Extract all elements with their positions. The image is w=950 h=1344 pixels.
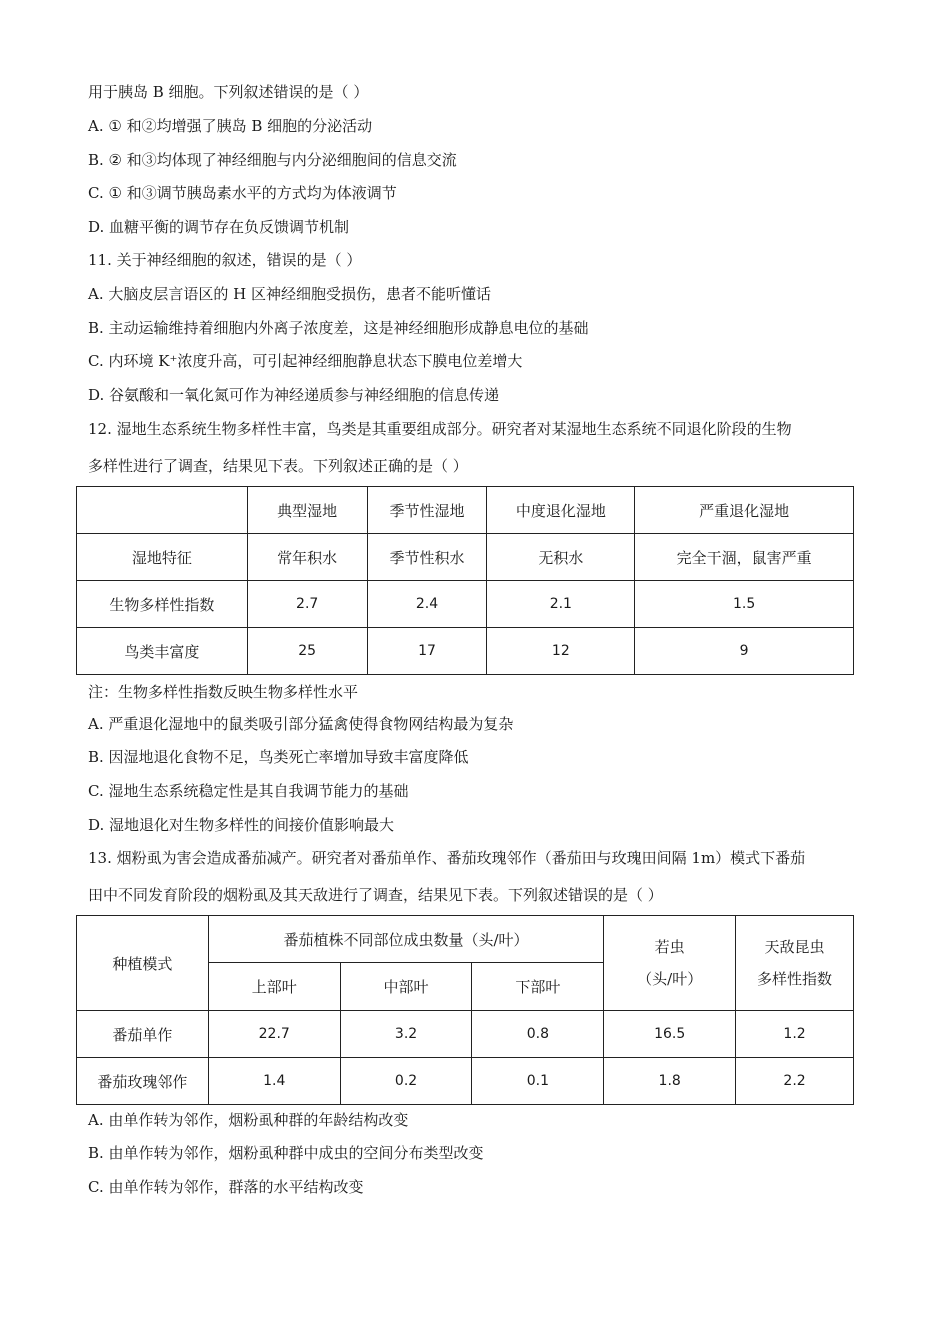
q12-option-b: B. 因湿地退化食物不足，鸟类死亡率增加导致丰富度降低 <box>88 748 469 766</box>
header-upper-leaf: 上部叶 <box>208 963 340 1011</box>
q11-option-a: A. 大脑皮层言语区的 H 区神经细胞受损伤，患者不能听懂话 <box>88 285 491 303</box>
q12-option-d: D. 湿地退化对生物多样性的间接价值影响最大 <box>88 816 395 834</box>
q12-table <box>76 486 854 675</box>
q11-option-d: D. 谷氨酸和一氧化氮可作为神经递质参与神经细胞的信息传递 <box>88 386 500 404</box>
table-cell: 1.2 <box>736 1011 854 1058</box>
table-cell: 1.5 <box>635 581 854 628</box>
q10-option-a: A. ① 和②均增强了胰岛 B 细胞的分泌活动 <box>88 117 373 135</box>
q12-option-a: A. 严重退化湿地中的鼠类吸引部分猛禽使得食物网结构最为复杂 <box>88 715 514 733</box>
q13-stem-line2: 田中不同发育阶段的烟粉虱及其天敌进行了调查，结果见下表。下列叙述错误的是（ ） <box>88 886 663 904</box>
table-cell: 2.1 <box>487 581 635 628</box>
table-cell: 16.5 <box>604 1011 736 1058</box>
header-cell: 典型湿地 <box>247 487 367 534</box>
table-cell: 3.2 <box>340 1011 472 1058</box>
q10-option-c: C. ① 和③调节胰岛素水平的方式均为体液调节 <box>88 184 397 202</box>
table-cell: 1.8 <box>604 1058 736 1105</box>
q10-option-b: B. ② 和③均体现了神经细胞与内分泌细胞间的信息交流 <box>88 151 457 169</box>
table-row <box>77 487 854 534</box>
table-row <box>77 628 854 675</box>
q13-option-b: B. 由单作转为邻作，烟粉虱种群中成虫的空间分布类型改变 <box>88 1144 484 1162</box>
q12-stem-line2: 多样性进行了调查，结果见下表。下列叙述正确的是（ ） <box>88 457 468 475</box>
header-cell: 中度退化湿地 <box>487 487 635 534</box>
table-cell: 9 <box>635 628 854 675</box>
q13-option-a: A. 由单作转为邻作，烟粉虱种群的年龄结构改变 <box>88 1111 409 1129</box>
header-cell-empty <box>77 487 248 534</box>
header-middle-leaf: 中部叶 <box>340 963 472 1011</box>
table-cell: 无积水 <box>487 534 635 581</box>
table-cell: 2.2 <box>736 1058 854 1105</box>
q13-option-c: C. 由单作转为邻作，群落的水平结构改变 <box>88 1178 364 1196</box>
table-cell: 17 <box>367 628 487 675</box>
table-cell: 2.4 <box>367 581 487 628</box>
q11-option-b: B. 主动运输维持着细胞内外离子浓度差，这是神经细胞形成静息电位的基础 <box>88 319 589 337</box>
q12-note: 注：生物多样性指数反映生物多样性水平 <box>88 683 359 701</box>
row-label: 番茄单作 <box>77 1011 209 1058</box>
table-row <box>77 1011 854 1058</box>
header-enemy-diversity <box>736 916 854 1011</box>
q12-option-c: C. 湿地生态系统稳定性是其自我调节能力的基础 <box>88 782 409 800</box>
q12-stem-line1: 12. 湿地生态系统生物多样性丰富，鸟类是其重要组成部分。研究者对某湿地生态系统不同退化阶段的生物 <box>88 420 792 438</box>
q11-option-c: C. 内环境 K⁺浓度升高，可引起神经细胞静息状态下膜电位差增大 <box>88 352 523 370</box>
q11-stem: 11. 关于神经细胞的叙述，错误的是（ ） <box>88 251 362 269</box>
table-cell: 12 <box>487 628 635 675</box>
header-enemy-line1: 天敌昆虫 <box>764 938 825 956</box>
header-enemy-line2: 多样性指数 <box>757 970 833 988</box>
row-label: 鸟类丰富度 <box>77 628 248 675</box>
table-cell: 22.7 <box>208 1011 340 1058</box>
header-cell: 季节性湿地 <box>367 487 487 534</box>
table-row <box>77 1058 854 1105</box>
table-cell: 0.2 <box>340 1058 472 1105</box>
table-row <box>77 916 854 963</box>
table-cell: 25 <box>247 628 367 675</box>
q10-option-d: D. 血糖平衡的调节存在负反馈调节机制 <box>88 218 350 236</box>
header-lower-leaf: 下部叶 <box>472 963 604 1011</box>
table-row <box>77 534 854 581</box>
row-label: 番茄玫瑰邻作 <box>77 1058 209 1105</box>
table-cell: 季节性积水 <box>367 534 487 581</box>
header-nymph-line2: （头/叶） <box>637 970 703 988</box>
table-cell: 2.7 <box>247 581 367 628</box>
table-row <box>77 581 854 628</box>
q13-table <box>76 915 854 1105</box>
table-cell: 0.8 <box>472 1011 604 1058</box>
table-cell: 常年积水 <box>247 534 367 581</box>
row-label: 湿地特征 <box>77 534 248 581</box>
header-nymph <box>604 916 736 1011</box>
header-adult-count: 番茄植株不同部位成虫数量（头/叶） <box>208 916 603 963</box>
q13-stem-line1: 13. 烟粉虱为害会造成番茄减产。研究者对番茄单作、番茄玫瑰邻作（番茄田与玫瑰田间隔 1m）模式下番茄 <box>88 849 806 867</box>
header-planting-mode: 种植模式 <box>77 916 209 1011</box>
table-cell: 完全干涸，鼠害严重 <box>635 534 854 581</box>
table-cell: 1.4 <box>208 1058 340 1105</box>
header-nymph-line1: 若虫 <box>654 938 685 956</box>
header-cell: 严重退化湿地 <box>635 487 854 534</box>
q10-stem-tail: 用于胰岛 B 细胞。下列叙述错误的是（ ） <box>88 83 369 101</box>
row-label: 生物多样性指数 <box>77 581 248 628</box>
table-cell: 0.1 <box>472 1058 604 1105</box>
